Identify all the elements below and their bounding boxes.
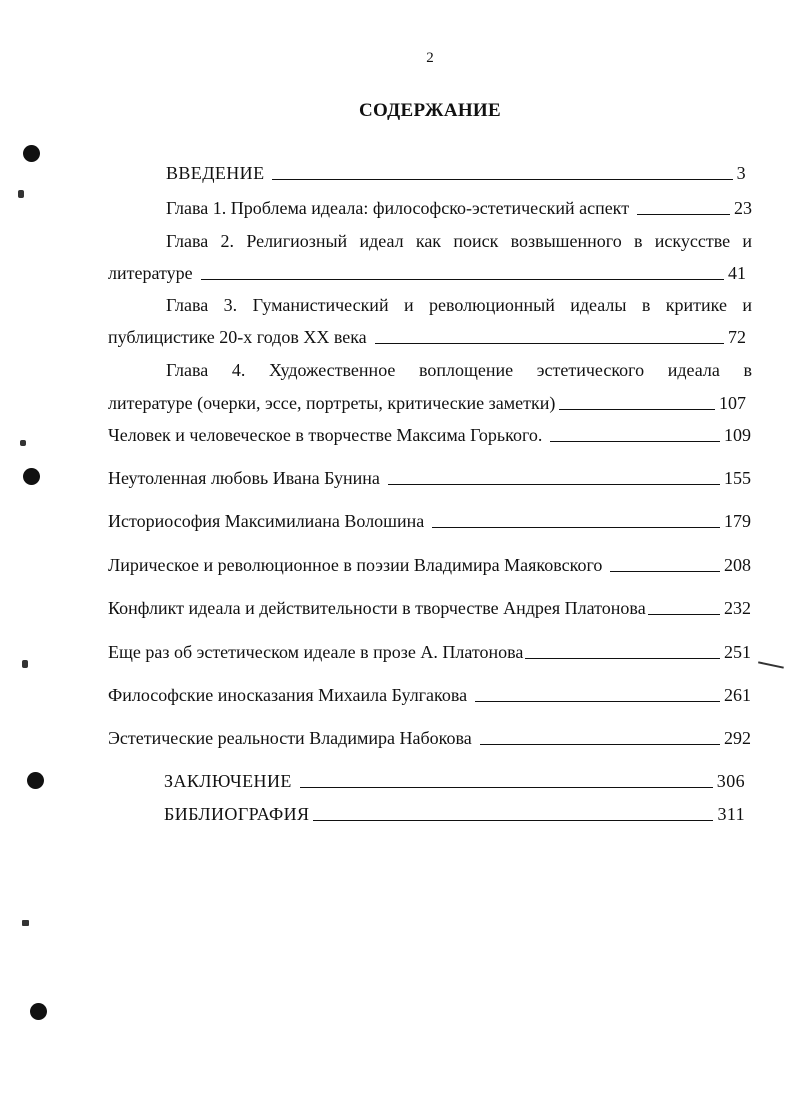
toc-page: 155 <box>724 468 751 488</box>
toc-entry-chapter-1[interactable] <box>166 197 752 219</box>
toc-entry-section[interactable] <box>108 424 751 446</box>
toc-entry-section[interactable] <box>108 510 751 532</box>
leader-line <box>300 787 713 788</box>
toc-label: Конфликт идеала и действительности в творчестве Андрея Платонова <box>108 598 646 618</box>
toc-label: Неутоленная любовь Ивана Бунина <box>108 468 380 488</box>
leader-line <box>480 744 720 745</box>
toc-label: литературе (очерки, эссе, портреты, критические заметки) <box>108 393 556 413</box>
toc-page: 23 <box>734 198 752 218</box>
toc-label: ВВЕДЕНИЕ <box>166 163 265 183</box>
leader-line <box>637 214 730 215</box>
toc-page: 109 <box>724 425 751 445</box>
leader-line <box>432 527 720 528</box>
leader-line <box>610 571 720 572</box>
toc-label: Глава 4. Художественное воплощение эстетического идеала в <box>166 360 752 380</box>
scan-speck <box>20 440 26 446</box>
binder-hole <box>23 145 40 162</box>
binder-hole <box>27 772 44 789</box>
toc-entry-intro[interactable] <box>166 162 746 184</box>
toc-page: 261 <box>724 685 751 705</box>
toc-page: 208 <box>724 555 751 575</box>
leader-line <box>375 343 724 344</box>
toc-page: 179 <box>724 511 751 531</box>
leader-line <box>313 820 713 821</box>
toc-label: публицистике 20-х годов XX века <box>108 327 367 347</box>
toc-label: литературе <box>108 263 193 283</box>
toc-entry-chapter-2[interactable] <box>108 262 746 284</box>
toc-page: 251 <box>724 642 751 662</box>
toc-label: Глава 3. Гуманистический и революционный идеалы в критике и <box>166 295 752 315</box>
toc-page: 3 <box>736 163 746 183</box>
leader-line <box>388 484 720 485</box>
leader-line <box>550 441 720 442</box>
toc-entry-chapter-4[interactable] <box>108 392 746 414</box>
page-number: 2 <box>426 50 434 66</box>
toc-label: Историософия Максимилиана Волошина <box>108 511 425 531</box>
toc-entry-section[interactable] <box>108 467 751 489</box>
leader-line <box>201 279 724 280</box>
toc-page: 107 <box>719 393 746 413</box>
toc-entry-section[interactable] <box>108 727 751 749</box>
toc-page: 41 <box>728 263 746 283</box>
toc-entry-section[interactable] <box>108 554 751 576</box>
scan-speck <box>22 660 28 668</box>
toc-entry-chapter-3-line1[interactable] <box>166 294 752 316</box>
leader-line <box>475 701 720 702</box>
toc-label: Глава 2. Религиозный идеал как поиск возвышенного в искусстве и <box>166 231 752 251</box>
leader-line <box>648 614 720 615</box>
scan-speck <box>18 190 24 198</box>
toc-entry-conclusion[interactable] <box>164 770 745 792</box>
toc-entry-section[interactable] <box>108 684 751 706</box>
binder-hole <box>23 468 40 485</box>
toc-label: Человек и человеческое в творчестве Максима Горького. <box>108 425 543 445</box>
toc-label: Философские иносказания Михаила Булгакова <box>108 685 468 705</box>
toc-label: Эстетические реальности Владимира Набокова <box>108 728 472 748</box>
scan-speck <box>22 920 29 926</box>
toc-label: ЗАКЛЮЧЕНИЕ <box>164 771 292 791</box>
toc-entry-bibliography[interactable] <box>164 803 745 825</box>
scan-mark <box>758 661 784 668</box>
page-title: СОДЕРЖАНИЕ <box>359 100 501 121</box>
toc-label: Лирическое и революционное в поэзии Владимира Маяковского <box>108 555 603 575</box>
toc-entry-chapter-3[interactable] <box>108 326 746 348</box>
toc-label: Еще раз об эстетическом идеале в прозе А. Платонова <box>108 642 524 662</box>
toc-entry-section[interactable] <box>108 641 751 663</box>
toc-entry-section[interactable] <box>108 597 751 619</box>
leader-line <box>525 658 720 659</box>
toc-entry-chapter-4-line1[interactable] <box>166 359 752 381</box>
leader-line <box>559 409 715 410</box>
toc-page: 72 <box>728 327 746 347</box>
toc-page: 232 <box>724 598 751 618</box>
toc-entry-chapter-2-line1[interactable] <box>166 230 752 252</box>
toc-page: 306 <box>716 771 745 791</box>
toc-page: 292 <box>724 728 751 748</box>
toc-label: БИБЛИОГРАФИЯ <box>164 804 310 824</box>
leader-line <box>272 179 732 180</box>
toc-page: 311 <box>717 804 745 824</box>
binder-hole <box>30 1003 47 1020</box>
toc-label: Глава 1. Проблема идеала: философско-эстетический аспект <box>166 198 630 218</box>
